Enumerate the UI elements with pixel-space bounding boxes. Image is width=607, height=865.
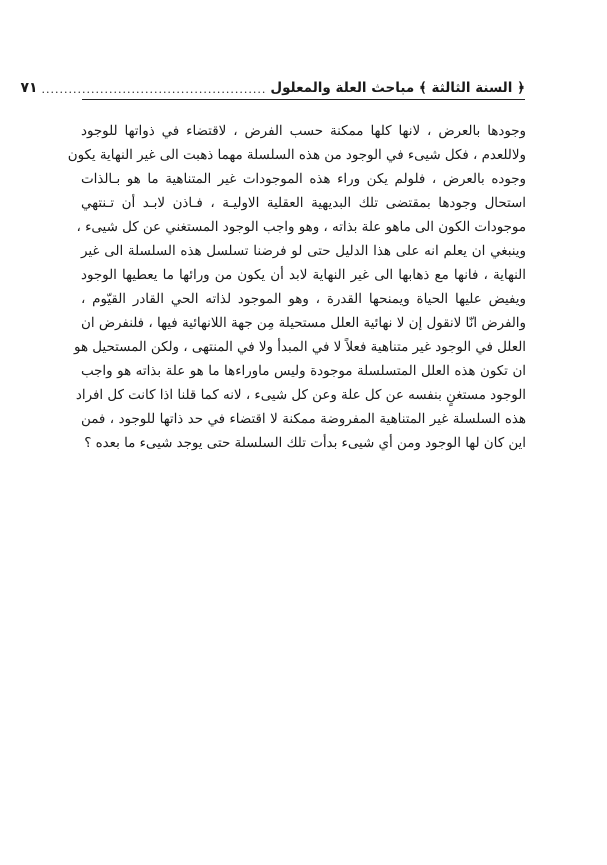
chapter-title: ﴿ السنة الثالثة ﴾ مباحث العلة والمعلول (270, 80, 525, 96)
text-line: ولاللعدم ، فكل شيىء في الوجود من هذه السلسلة مهما ذهبت الى غير النهاية يكون (67, 148, 526, 163)
text-line: وجودها بالعرض ، لانها كلها ممكنة حسب الفرض ، لاقتضاء في ذواتها للوجود (81, 124, 526, 139)
text-line: موجودات الكون الى ماهو علة بذاته ، وهو واجب الوجود المستغني عن كل شيىء ، (76, 220, 526, 235)
text-line: اين كان لها الوجود ومن أي شيىء بدأت تلك السلسلة حتى يوجد شيىء ما بعده ؟ (84, 436, 526, 451)
text-line: ويفيض عليها الحياة ويمنحها القدرة ، وهو الموجود لذاته الحي القادر القيّوم ، (81, 292, 526, 307)
text-line: وينبغي ان يعلم انه على هذا الدليل حتى لو فرضنا تسلسل هذه السلسلة الى غير (81, 244, 526, 259)
text-line: هذه السلسلة غير المتناهية المفروضة ممكنة لا اقتضاء في حد ذاتها للوجود ، فمن (81, 412, 526, 427)
text-line: الوجود مستغنٍ بنفسه عن كل علة وعن كل شيىء ، لانه كما قلنا اذا كانت كل افراد (75, 388, 526, 403)
page-number: ٧١ (20, 80, 38, 96)
text-line: ان تكون هذه العلل المتسلسلة موجودة وليس ماوراءها ما هو علة بذاته هو واجب (81, 364, 526, 379)
leader-dots: .................................................. (41, 83, 267, 96)
body-paragraph (67, 120, 526, 456)
text-line: وجوده بالعرض ، فلولم يكن وراء هذه الموجودات غير المتناهية ما هو بـالذات (81, 172, 526, 187)
text-line: والفرض انّا لانقول إن لا نهائية العلل مستحيلة مِن جهة اللانهائية فيها ، فلنفرض ان (81, 316, 526, 331)
text-line: العلل في الوجود غير متناهية فعلاً لا في المبدأ ولا في المنتهى ، ولكن المستحيل هو (74, 340, 526, 355)
running-header (20, 74, 525, 100)
text-line: استحال وجودها بمقتضى تلك البديهية العقلية الاوليـة ، فـاذن لابـد أن تـنتهي (81, 196, 526, 211)
text-line: النهاية ، فانها مع ذهابها الى غير النهاية لابد أن يكون من ورائها ما يعطيها الوجود (81, 268, 526, 283)
